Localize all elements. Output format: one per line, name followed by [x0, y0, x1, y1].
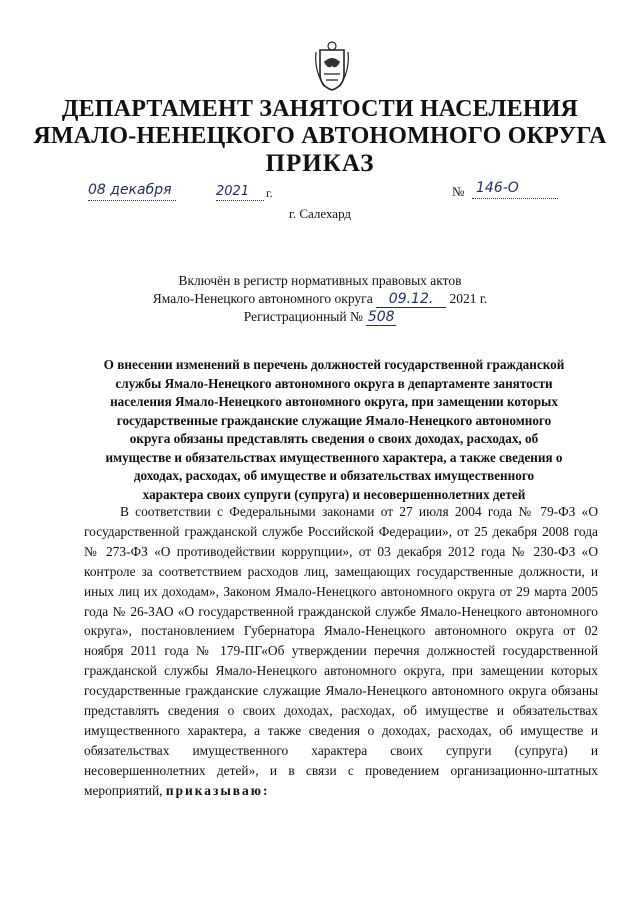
order-date: [88, 182, 288, 204]
heading-line: населения Ямало-Ненецкого автономного округа, при замещении которых: [110, 394, 558, 409]
body-text: В соответствии с Федеральными законами от 27 июля 2004 года № 79-ФЗ «О государственной гражданской службе Российской Федерации», от 25 декабря 2008 года № 273-ФЗ «О противодействии коррупции», от 03 декабря 2012 года № 230-ФЗ «О контроле за соответствием расходов лиц, замещающих государственные должности, и иных лиц их доходам», Законом Ямало-Ненецкого автономного округа от 29 марта 2005 года № 26-ЗАО «О государственной гражданской службе Ямало-Ненецкого автономного округа», постановлением Губернатора Ямало-Ненецкого автономного округа от 02 ноября 2011 года № 179-ПГ«Об утверждении перечня должностей государственной гражданской службы Ямало-Ненецкого автономного округа, при замещении которых государственные гражданские служащие Ямало-Ненецкого автономного округа обязаны представлять сведения о своих доходах, расходах, об имуществе и обязательствах имущественного характера, а также сведения о доходах, расходах, об имуществе и обязательствах имущественного характера своих супруги (супруга) и несовершеннолетних детей», и в связи с проведением организационно-штатных мероприятий,: [84, 504, 598, 798]
heading-line: службы Ямало-Ненецкого автономного округа в департаменте занятости: [115, 375, 553, 391]
registration-year: 2021 г.: [449, 291, 488, 306]
registration-line-3: [0, 308, 640, 326]
department-line-2: ЯМАЛО-НЕНЕЦКОГО АВТОНОМНОГО ОКРУГА: [33, 123, 607, 149]
registration-number-label: Регистрационный №: [243, 309, 363, 324]
heading-line: О внесении изменений в перечень должностей государственной гражданской: [103, 357, 565, 372]
registration-number: 508: [367, 309, 395, 325]
order-word: приказываю:: [165, 782, 270, 798]
date-day-month: 08 декабря: [88, 182, 172, 198]
body-paragraph: [84, 502, 598, 801]
heading-line: округа обязаны представлять сведения о своих доходах, расходах, об: [129, 431, 539, 446]
department-line-1: ДЕПАРТАМЕНТ ЗАНЯТОСТИ НАСЕЛЕНИЯ: [61, 96, 579, 122]
registration-line-1: Включён в регистр нормативных правовых актов: [178, 273, 462, 288]
registration-date: 09.12.: [376, 292, 446, 308]
heading-line: государственные гражданские служащие Ямало-Ненецкого автономного: [116, 412, 552, 428]
heading-line: имуществе и обязательствах имущественного характера, а также сведения о: [105, 449, 563, 465]
order-heading: [84, 356, 584, 504]
order-body: [84, 502, 598, 801]
heading-line: доходах, расходах, об имуществе и обязательствах имущественного: [133, 468, 535, 483]
department-name: [0, 96, 640, 150]
number-underline: [472, 198, 558, 199]
coat-of-arms-emblem: [312, 40, 352, 92]
registration-okrug: Ямало-Ненецкого автономного округа: [152, 291, 373, 306]
document-type: ПРИКАЗ: [265, 150, 375, 177]
date-underline: [88, 200, 176, 201]
year-underline: [216, 200, 264, 201]
number-value: 146-О: [476, 180, 519, 196]
date-year: 2021: [216, 184, 250, 199]
number-sign: №: [452, 184, 465, 199]
city-name: г. Салехард: [288, 206, 352, 221]
registration-line-2: [0, 290, 640, 308]
heading-line: характера своих супруги (супруга) и несовершеннолетних детей: [142, 486, 526, 502]
year-suffix: г.: [266, 186, 273, 200]
registration-stamp: [0, 272, 640, 326]
order-number: [452, 180, 572, 202]
